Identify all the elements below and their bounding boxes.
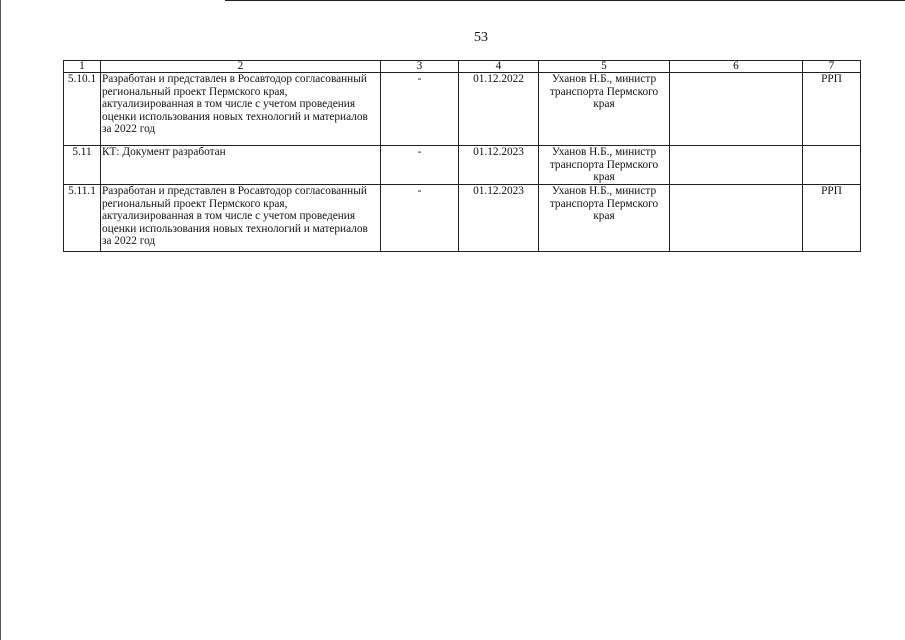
row-date: 01.12.2023: [459, 185, 539, 252]
row-col7: РРП: [803, 185, 861, 252]
top-border-line: [225, 0, 905, 1]
header-col-4: 4: [459, 61, 539, 73]
row-responsible: Уханов Н.Б., министр транспорта Пермского края: [539, 73, 670, 146]
row-col3: -: [381, 73, 459, 146]
plan-table: [63, 60, 861, 252]
header-col-5: 5: [539, 61, 670, 73]
row-responsible: Уханов Н.Б., министр транспорта Пермского края: [539, 185, 670, 252]
header-col-6: 6: [670, 61, 803, 73]
table-row: [64, 146, 861, 185]
header-col-2: 2: [101, 61, 381, 73]
row-description: Разработан и представлен в Росавтодор согласованный региональный проект Пермского края, актуализированная в том числе с учетом проведения оценки использования новых технологий и материалов за 2022 год: [101, 185, 381, 252]
header-col-3: 3: [381, 61, 459, 73]
row-col7: РРП: [803, 73, 861, 146]
table-body: [64, 73, 861, 252]
row-col6: [670, 146, 803, 185]
row-number: 5.11: [64, 146, 101, 185]
row-col6: [670, 73, 803, 146]
row-responsible: Уханов Н.Б., министр транспорта Пермского края: [539, 146, 670, 185]
header-col-7: 7: [803, 61, 861, 73]
table-row: [64, 73, 861, 146]
page-number: 53: [474, 30, 488, 45]
table-row: [64, 185, 861, 252]
row-description: КТ: Документ разработан: [101, 146, 381, 185]
row-col3: -: [381, 185, 459, 252]
row-number: 5.10.1: [64, 73, 101, 146]
row-col3: -: [381, 146, 459, 185]
row-date: 01.12.2022: [459, 73, 539, 146]
header-col-1: 1: [64, 61, 101, 73]
row-number: 5.11.1: [64, 185, 101, 252]
header-row: [64, 61, 861, 73]
row-col6: [670, 185, 803, 252]
left-border-line: [0, 0, 1, 640]
row-date: 01.12.2023: [459, 146, 539, 185]
row-description: Разработан и представлен в Росавтодор согласованный региональный проект Пермского края, актуализированная в том числе с учетом проведения оценки использования новых технологий и материалов за 2022 год: [101, 73, 381, 146]
table-header: [64, 61, 861, 73]
row-col7: [803, 146, 861, 185]
